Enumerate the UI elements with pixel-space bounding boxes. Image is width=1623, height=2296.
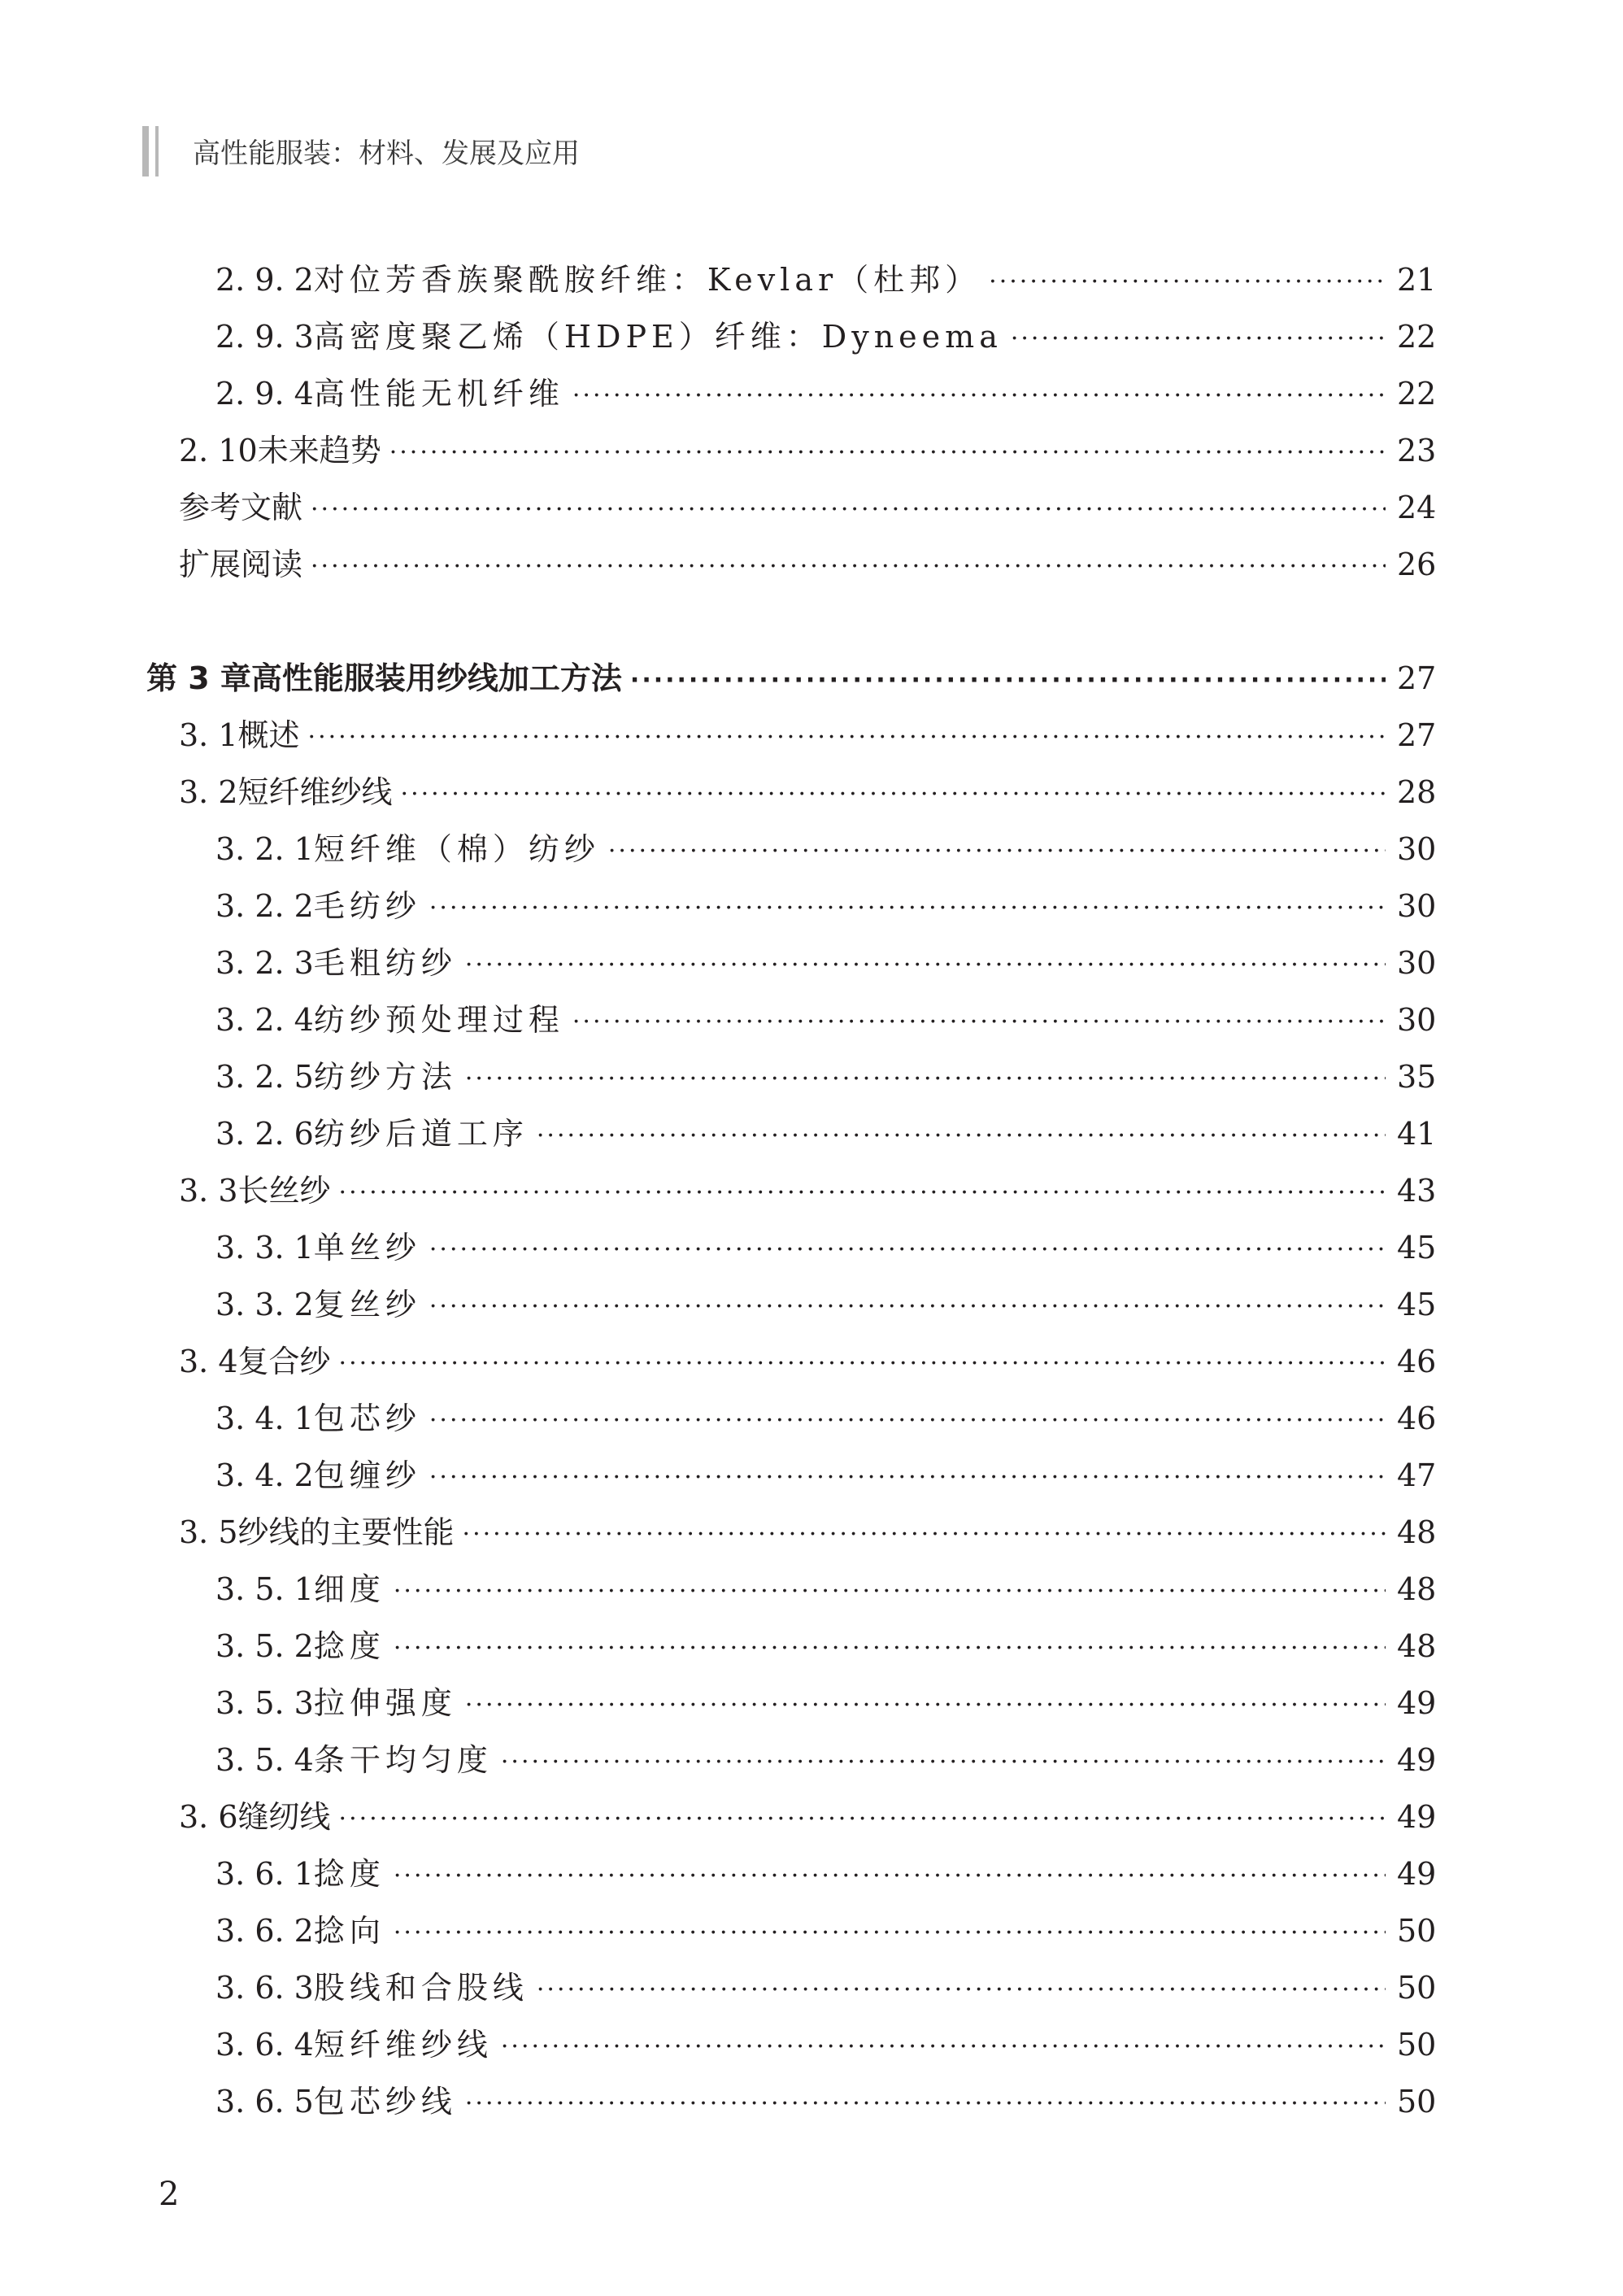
toc-entry-page: 27 <box>1397 660 1437 696</box>
toc-leader-dots <box>394 1573 1386 1610</box>
header-bar-decoration <box>142 126 149 176</box>
toc-entry-page: 50 <box>1397 2084 1437 2120</box>
toc-entry-page: 30 <box>1397 831 1437 867</box>
toc-entry-page: 28 <box>1397 774 1437 810</box>
toc-entry-number: 3. 6. 2 <box>215 1913 314 1949</box>
toc-entry[interactable] <box>215 1739 1436 1781</box>
toc-entry-page: 50 <box>1397 2027 1437 2063</box>
toc-entry[interactable] <box>179 1170 1436 1212</box>
toc-entry-title: 扩展阅读 <box>179 547 303 582</box>
toc-entry[interactable] <box>215 1853 1436 1895</box>
toc-entry-title: 短纤维纱线 <box>237 774 393 810</box>
toc-entry-number: 3. 6 <box>179 1799 238 1835</box>
toc-entry[interactable] <box>179 543 1436 586</box>
toc-entry-title: 高性能无机纤维 <box>313 376 564 412</box>
toc-entry-number: 2. 9. 4 <box>215 376 314 412</box>
toc-entry-title: 复合纱 <box>237 1344 331 1379</box>
toc-entry[interactable] <box>179 429 1436 472</box>
toc-leader-dots <box>339 1174 1386 1212</box>
toc-leader-dots <box>1011 320 1386 358</box>
toc-entry-number: 3. 1 <box>179 717 238 753</box>
toc-entry-title: 单丝纱 <box>313 1230 421 1266</box>
toc-entry[interactable] <box>215 1397 1436 1440</box>
toc-entry[interactable] <box>179 1796 1436 1838</box>
toc-entry-page: 35 <box>1397 1059 1437 1095</box>
toc-entry-title: 纺纱后道工序 <box>313 1116 529 1152</box>
toc-leader-dots <box>311 491 1386 529</box>
toc-entry-number: 3. 5. 3 <box>215 1685 314 1721</box>
toc-entry-page: 49 <box>1397 1799 1437 1835</box>
toc-entry-title: 高密度聚乙烯（HDPE）纤维：Dyneema <box>313 319 1003 355</box>
toc-entry-page: 30 <box>1397 945 1437 981</box>
toc-leader-dots <box>501 1744 1386 1781</box>
toc-entry-number: 3. 4. 2 <box>215 1457 314 1493</box>
toc-leader-dots <box>608 833 1386 870</box>
toc-entry-page: 22 <box>1397 319 1437 355</box>
toc-entry-title: 未来趋势 <box>257 433 381 468</box>
header-bar-decoration <box>155 126 159 176</box>
toc-entry[interactable] <box>215 942 1436 984</box>
toc-entry-number: 3. 6. 1 <box>215 1856 314 1892</box>
toc-leader-dots <box>572 377 1386 415</box>
toc-entry-title: 包缠纱 <box>313 1457 421 1493</box>
toc-entry[interactable] <box>215 1283 1436 1326</box>
toc-entry[interactable] <box>215 373 1436 415</box>
toc-entry-number: 3. 3. 1 <box>215 1230 314 1266</box>
toc-entry-title: 毛粗纺纱 <box>313 945 457 981</box>
toc-entry[interactable] <box>179 486 1436 529</box>
toc-leader-dots <box>311 548 1386 586</box>
toc-entry[interactable] <box>215 1682 1436 1724</box>
toc-leader-dots <box>630 662 1386 699</box>
toc-leader-dots <box>339 1801 1386 1838</box>
toc-entry[interactable] <box>215 259 1436 301</box>
toc-leader-dots <box>537 1118 1386 1155</box>
toc-entry-page: 48 <box>1397 1571 1437 1607</box>
toc-entry-page: 45 <box>1397 1230 1437 1266</box>
toc-leader-dots <box>394 1630 1386 1667</box>
toc-leader-dots <box>465 1687 1386 1724</box>
toc-leader-dots <box>572 1004 1386 1041</box>
toc-entry-title: 概述 <box>237 717 300 753</box>
toc-entry-title: 长丝纱 <box>237 1173 331 1209</box>
toc-entry-page: 48 <box>1397 1628 1437 1664</box>
toc-entry-number: 3. 5. 1 <box>215 1571 314 1607</box>
toc-entry-page: 47 <box>1397 1457 1437 1493</box>
toc-entry[interactable] <box>215 1625 1436 1667</box>
toc-entry-number: 3. 2 <box>179 774 238 810</box>
toc-leader-dots <box>394 1858 1386 1895</box>
toc-entry-page: 48 <box>1397 1514 1437 1550</box>
toc-entry-number: 3. 5. 2 <box>215 1628 314 1664</box>
toc-entry-page: 21 <box>1397 262 1437 298</box>
toc-entry-page: 22 <box>1397 376 1437 412</box>
toc-entry-page: 49 <box>1397 1856 1437 1892</box>
toc-entry[interactable] <box>215 999 1436 1041</box>
toc-entry-number: 3. 2. 3 <box>215 945 314 981</box>
toc-entry-number: 3. 2. 1 <box>215 831 314 867</box>
toc-entry-title: 捻度 <box>313 1856 385 1892</box>
toc-entry[interactable] <box>215 1967 1436 2009</box>
toc-entry-title: 高性能服装用纱线加工方法 <box>250 660 622 696</box>
toc-leader-dots <box>429 1231 1386 1269</box>
toc-entry-title: 短纤维纱线 <box>313 2027 493 2063</box>
toc-entry-page: 24 <box>1397 490 1437 525</box>
page-number: 2 <box>159 2176 180 2213</box>
toc-leader-dots <box>429 890 1386 927</box>
toc-entry-page: 49 <box>1397 1685 1437 1721</box>
toc-entry-number: 3. 6. 3 <box>215 1970 314 2006</box>
toc-entry[interactable] <box>215 828 1436 870</box>
toc-entry-title: 毛纺纱 <box>313 888 421 924</box>
toc-entry-number: 3. 3. 2 <box>215 1287 314 1322</box>
toc-leader-dots <box>989 264 1386 301</box>
toc-leader-dots <box>465 947 1386 984</box>
toc-entry-number: 第 3 章 <box>146 660 251 696</box>
toc-entry-number: 2. 9. 2 <box>215 262 314 298</box>
toc-leader-dots <box>339 1345 1386 1383</box>
toc-entry-page: 30 <box>1397 888 1437 924</box>
toc-entry-page: 46 <box>1397 1344 1437 1379</box>
toc-entry-number: 2. 10 <box>179 433 258 468</box>
toc-entry-number: 3. 6. 4 <box>215 2027 314 2063</box>
toc-leader-dots <box>401 776 1386 813</box>
toc-leader-dots <box>429 1402 1386 1440</box>
toc-entry-number: 3. 4 <box>179 1344 238 1379</box>
toc-entry[interactable] <box>179 714 1436 756</box>
toc-entry-number: 3. 6. 5 <box>215 2084 314 2120</box>
toc-entry-page: 43 <box>1397 1173 1437 1209</box>
toc-entry-number: 3. 2. 4 <box>215 1002 314 1038</box>
toc-entry-title: 股线和合股线 <box>313 1970 529 2006</box>
toc-entry-number: 2. 9. 3 <box>215 319 314 355</box>
toc-entry[interactable] <box>215 1056 1436 1098</box>
toc-leader-dots <box>429 1459 1386 1497</box>
toc-leader-dots <box>429 1288 1386 1326</box>
toc-leader-dots <box>463 1516 1386 1553</box>
toc-entry[interactable] <box>215 885 1436 927</box>
toc-entry-title: 包芯纱线 <box>313 2084 457 2120</box>
toc-entry[interactable] <box>215 2080 1436 2123</box>
toc-entry-number: 3. 4. 1 <box>215 1401 314 1436</box>
toc-entry-page: 27 <box>1397 717 1437 753</box>
toc-entry-title: 短纤维（棉）纺纱 <box>313 831 600 867</box>
toc-entry[interactable] <box>215 2024 1436 2066</box>
toc-leader-dots <box>465 1061 1386 1098</box>
toc-entry-title: 细度 <box>313 1571 385 1607</box>
toc-chapter-entry[interactable] <box>146 657 1436 699</box>
toc-leader-dots <box>537 1971 1386 2009</box>
toc-entry[interactable] <box>215 1113 1436 1155</box>
toc-entry-number: 3. 5. 4 <box>215 1742 314 1778</box>
toc-entry-title: 捻度 <box>313 1628 385 1664</box>
toc-entry-page: 41 <box>1397 1116 1437 1152</box>
toc-leader-dots <box>465 2085 1386 2123</box>
toc-entry-page: 23 <box>1397 433 1437 468</box>
toc-entry-page: 45 <box>1397 1287 1437 1322</box>
toc-entry[interactable] <box>215 1910 1436 1952</box>
toc-leader-dots <box>501 2028 1386 2066</box>
toc-entry[interactable] <box>179 1511 1436 1553</box>
toc-entry[interactable] <box>215 1226 1436 1269</box>
toc-entry-title: 纱线的主要性能 <box>237 1514 455 1550</box>
toc-entry-page: 26 <box>1397 547 1437 582</box>
toc-entry-title: 对位芳香族聚酰胺纤维：Kevlar（杜邦） <box>313 262 981 298</box>
toc-entry-title: 复丝纱 <box>313 1287 421 1322</box>
toc-entry-title: 纺纱方法 <box>313 1059 457 1095</box>
toc-leader-dots <box>308 719 1386 756</box>
running-header-title: 高性能服装：材料、发展及应用 <box>193 137 580 170</box>
toc-leader-dots <box>394 1915 1386 1952</box>
toc-entry-page: 50 <box>1397 1913 1437 1949</box>
toc-entry-number: 3. 2. 6 <box>215 1116 314 1152</box>
toc-entry[interactable] <box>215 1568 1436 1610</box>
toc-entry[interactable] <box>179 771 1436 813</box>
toc-entry-page: 46 <box>1397 1401 1437 1436</box>
toc-entry-page: 50 <box>1397 1970 1437 2006</box>
toc-entry[interactable] <box>179 1340 1436 1383</box>
toc-entry-number: 3. 5 <box>179 1514 238 1550</box>
toc-entry[interactable] <box>215 1454 1436 1497</box>
toc-entry-number: 3. 2. 2 <box>215 888 314 924</box>
toc-entry[interactable] <box>215 316 1436 358</box>
toc-entry-page: 30 <box>1397 1002 1437 1038</box>
toc-entry-page: 49 <box>1397 1742 1437 1778</box>
toc-entry-title: 包芯纱 <box>313 1401 421 1436</box>
toc-entry-number: 3. 2. 5 <box>215 1059 314 1095</box>
toc-entry-title: 参考文献 <box>179 490 303 525</box>
toc-entry-title: 捻向 <box>313 1913 385 1949</box>
toc-entry-number: 3. 3 <box>179 1173 238 1209</box>
toc-entry-title: 拉伸强度 <box>313 1685 457 1721</box>
toc-entry-title: 条干均匀度 <box>313 1742 493 1778</box>
toc-leader-dots <box>389 434 1386 472</box>
toc-entry-title: 缝纫线 <box>237 1799 331 1835</box>
toc-entry-title: 纺纱预处理过程 <box>313 1002 564 1038</box>
